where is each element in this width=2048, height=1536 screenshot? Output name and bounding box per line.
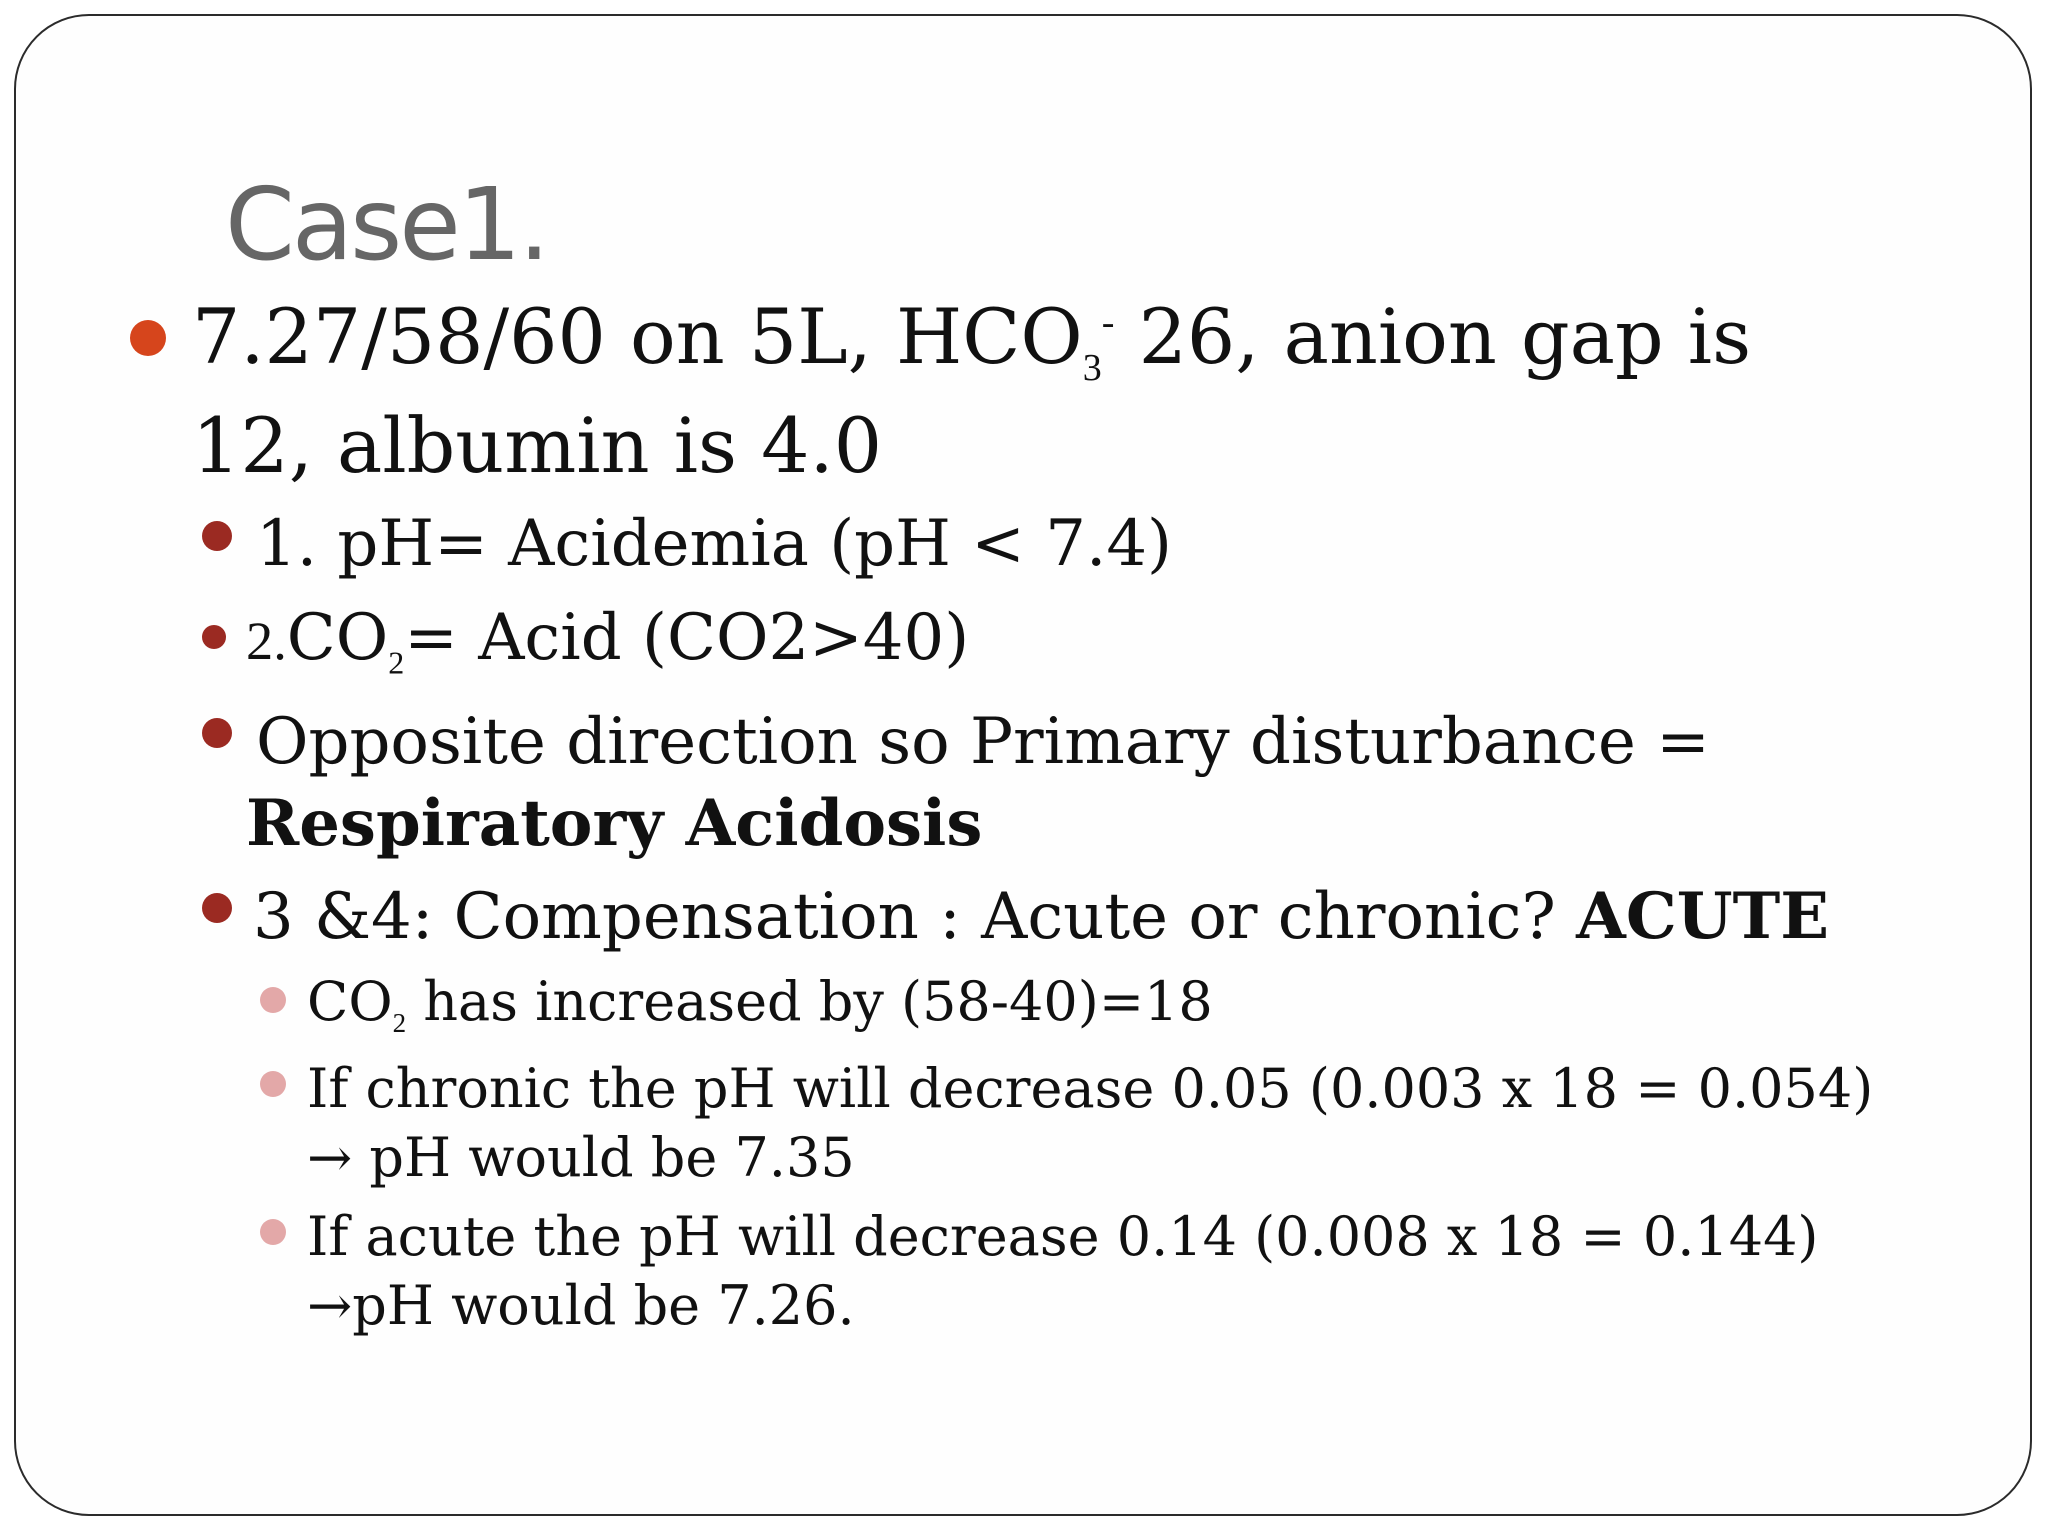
chronic-result-line: → pH would be 7.35 xyxy=(307,1126,855,1189)
bullet-dot xyxy=(260,987,286,1013)
co2-acid-text: = Acid (CO2>40) xyxy=(404,601,970,675)
co2-increase-line xyxy=(307,970,1213,1039)
bullet-dot xyxy=(130,320,166,356)
co2-subscript: 2 xyxy=(388,644,405,681)
hco3-subscript: 3 xyxy=(1082,347,1102,390)
step-number: 2. xyxy=(246,611,287,671)
respiratory-acidosis-label: Respiratory Acidosis xyxy=(246,786,983,861)
co2-increase-text: has increased by (58-40)=18 xyxy=(406,970,1213,1033)
bullet-dot xyxy=(202,521,232,551)
acute-result-line: →pH would be 7.26. xyxy=(307,1274,855,1337)
chronic-line: If chronic the pH will decrease 0.05 (0.003 x 18 = 0.054) xyxy=(307,1057,1874,1120)
bullet-dot xyxy=(260,1071,286,1097)
co2-subscript: 2 xyxy=(392,1008,407,1039)
compensation-line xyxy=(253,879,1829,954)
bullet-dot xyxy=(202,718,232,748)
co2-text: CO xyxy=(307,970,393,1033)
acute-line: If acute the pH will decrease 0.14 (0.008 x 18 = 0.144) xyxy=(307,1205,1819,1268)
co2-step-line xyxy=(246,601,970,681)
anion-gap-text: 26, anion gap is xyxy=(1114,292,1752,381)
bullet-dot xyxy=(260,1219,286,1245)
abg-values-line xyxy=(192,292,1752,390)
bullet-dot xyxy=(202,893,232,923)
co2-text: CO xyxy=(286,601,389,675)
albumin-line: 12, albumin is 4.0 xyxy=(192,401,883,490)
slide-title: Case1. xyxy=(225,166,548,283)
ph-step-line: 1. pH= Acidemia (pH < 7.4) xyxy=(256,507,1172,581)
compensation-text: 3 &4: Compensation : Acute or chronic? xyxy=(253,880,1577,954)
primary-disturbance-line: Opposite direction so Primary disturbance = xyxy=(256,705,1710,779)
acute-label: ACUTE xyxy=(1576,879,1829,954)
abg-values-text: 7.27/58/60 on 5L, HCO xyxy=(192,292,1083,381)
hco3-superscript: - xyxy=(1101,301,1115,344)
bullet-dot xyxy=(202,625,226,649)
